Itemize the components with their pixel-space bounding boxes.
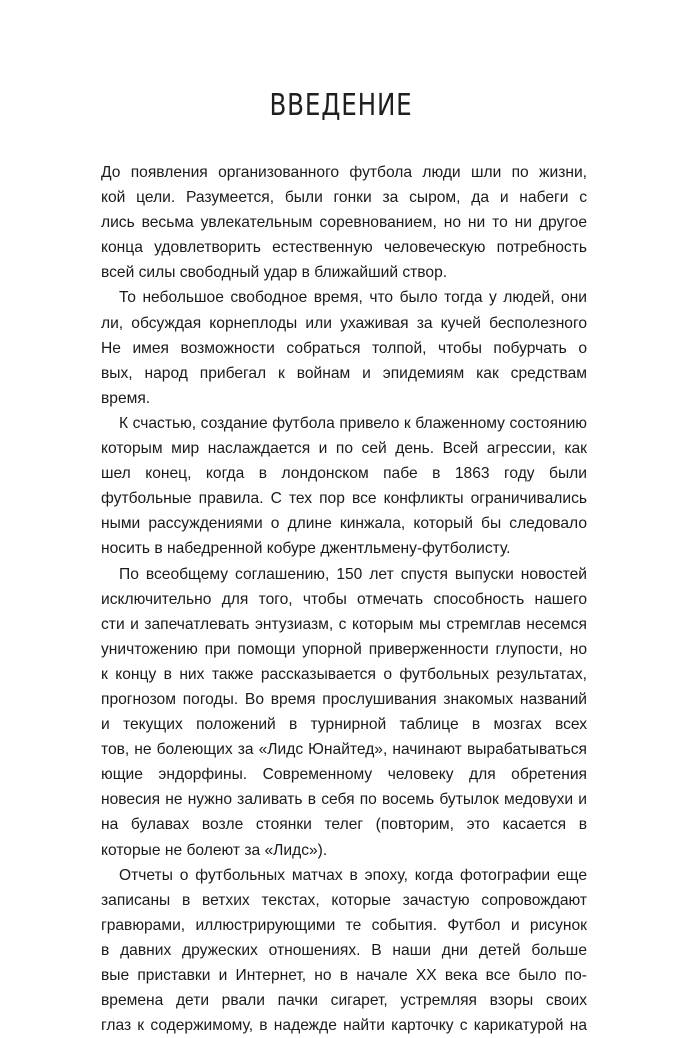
text-line: вые приставки и Интернет, но в начале XX века все было по- [101,967,587,984]
text-line: времена дети рвали пачки сигарет, устремляя взоры своих [101,992,587,1010]
chapter-body [101,160,587,1038]
text-line: сти и запечатлевать энтузиазм, с которым мы стремглав несемся [101,615,587,633]
paragraph [101,863,587,1038]
text-line: По всеобщему соглашению, 150 лет спустя выпуски новостей [119,565,587,583]
chapter-title: ВВЕДЕНИЕ [269,88,413,123]
text-line: носить в набедренной кобуре джентльмену-футболисту. [101,540,511,558]
text-line: ными рассуждениями о длине кинжала, который бы следовало [101,515,587,533]
text-line: Отчеты о футбольных матчах в эпоху, когда фотографии еще [119,866,587,884]
text-line: Не имея возможности собраться толпой, чтобы побурчать о [101,339,587,357]
text-line: которым мир наслаждается и по сей день. Всей агрессии, как [101,440,587,458]
text-line: лись весьма увлекательным соревнованием, но ни то ни другое [101,214,587,232]
text-line: До появления организованного футбола люди шли по жизни, [101,164,587,181]
text-line: записаны в ветхих текстах, которые зачастую сопровождают [101,891,587,909]
paragraph [101,562,587,863]
text-line: время. [101,389,151,407]
text-line: прогнозом погоды. Во время прослушивания знакомых названий [101,690,587,708]
text-line: ли, обсуждая корнеплоды или ухаживая за кучей бесполезного [101,314,587,332]
text-line: шел конец, когда в лондонском пабе в 1863 году были [101,465,587,483]
text-line: новесия не нужно заливать в себя по восемь бутылок медовухи и [101,791,587,809]
text-line: ющие эндорфины. Современному человеку для обретения [101,766,587,784]
text-line: тов, не болеющих за «Лидс Юнайтед», начинают вырабатываться [101,741,587,759]
text-line: глаз к содержимому, в надежде найти карточку с карикатурой на [101,1017,587,1035]
text-line: и текущих положений в турнирной таблице в мозгах всех [101,716,587,734]
text-line: всей силы свободный удар в ближайший створ. [101,264,448,282]
text-line: То небольшое свободное время, что было тогда у людей, они [119,289,587,307]
text-line: футбольные правила. С тех пор все конфликты ограничивались [101,490,587,508]
text-line: кой цели. Разумеется, были гонки за сыром, да и набеги с [101,189,587,207]
text-line: исключительно для того, чтобы отмечать способность нашего [101,590,587,608]
text-line: к концу в них также рассказывается о футбольных результатах, [101,665,587,683]
paragraph [101,285,587,410]
text-line: вых, народ прибегал к войнам и эпидемиям как средствам [101,364,587,382]
text-line: на булавах возле стоянки телег (повторим, это касается в [101,816,587,834]
paragraph [101,160,587,285]
paragraph [101,411,587,562]
text-line: конца удовлетворить естественную человеческую потребность [101,239,587,257]
text-line: гравюрами, иллюстрирующими те события. Футбол и рисунок [101,916,587,934]
text-line: в давних дружеских отношениях. В наши дни детей больше [101,941,587,959]
text-line: К счастью, создание футбола привело к блаженному состоянию [119,414,587,432]
text-line: которые не болеют за «Лидс»). [101,841,328,859]
text-line: уничтожению при помощи упорной приверженности глупости, но [101,640,587,658]
